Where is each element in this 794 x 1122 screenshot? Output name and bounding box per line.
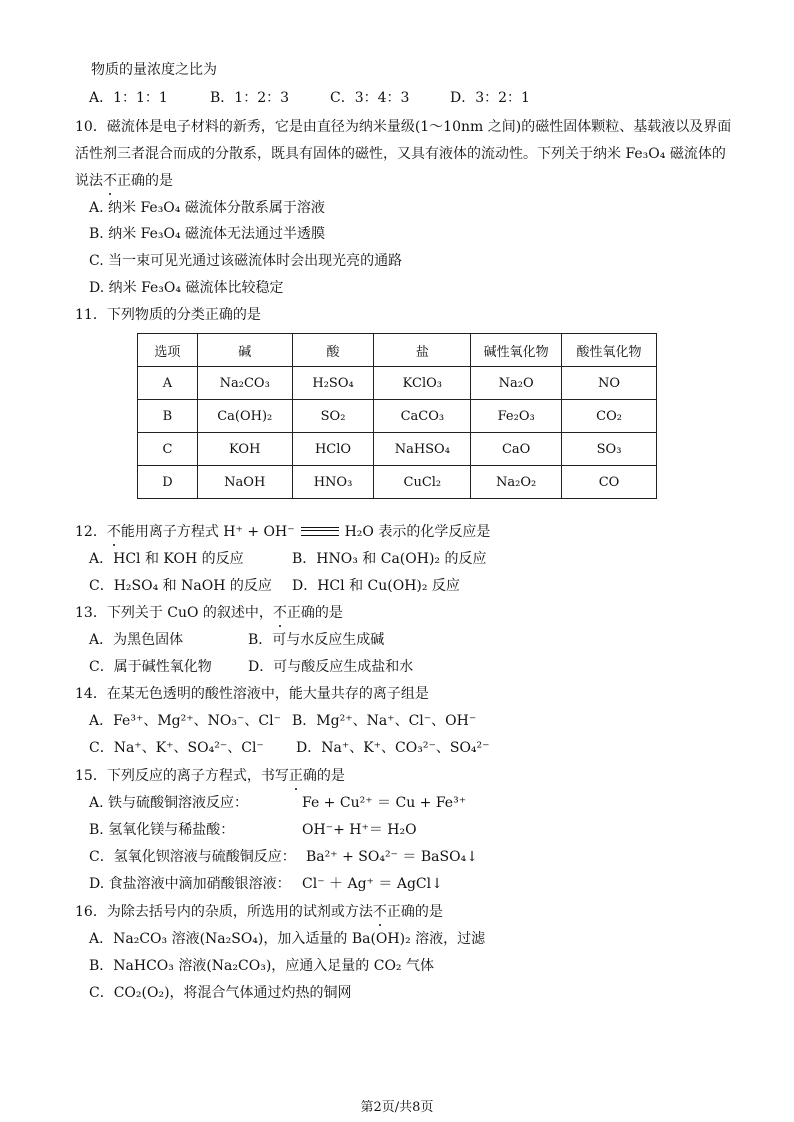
- q15-option-d-label: D. 食盐溶液中滴加硝酸银溶液：: [89, 876, 291, 892]
- q16-option-a: A．Na₂CO₃ 溶液(Na₂SO₄)，加入适量的 Ba(OH)₂ 溶液，过滤: [89, 931, 486, 947]
- q10-option-a: A. 纳米 Fe₃O₄ 磁流体分散系属于溶液: [89, 200, 325, 216]
- q12-option-a: A．HCl 和 KOH 的反应: [89, 551, 244, 567]
- table-cell: CuCl₂: [374, 466, 471, 499]
- q13-option-d: D．可与酸反应生成盐和水: [248, 659, 414, 675]
- q10-option-b: B. 纳米 Fe₃O₄ 磁流体无法通过半透膜: [89, 226, 326, 242]
- q10-emphasis-not: 不: [103, 173, 117, 189]
- table-cell: NaHSO₄: [374, 433, 471, 466]
- table-header-row: [138, 334, 657, 367]
- table-cell: CO: [562, 466, 657, 499]
- table-cell: A: [138, 367, 198, 400]
- table-header-cell: 碱: [197, 334, 292, 367]
- table-cell: SO₂: [292, 400, 374, 433]
- q16-option-b: B．NaHCO₃ 溶液(Na₂CO₃)，应通入足量的 CO₂ 气体: [89, 958, 434, 974]
- q9-stem-tail: 物质的量浓度之比为: [91, 62, 217, 78]
- table-header-cell: 酸: [292, 334, 374, 367]
- table-cell: D: [138, 466, 198, 499]
- q14-option-a: A．Fe³⁺、Mg²⁺、NO₃⁻、Cl⁻: [89, 713, 281, 729]
- q14-option-b: B．Mg²⁺、Na⁺、Cl⁻、OH⁻: [292, 713, 477, 729]
- table-header-cell: 盐: [374, 334, 471, 367]
- table-cell: C: [138, 433, 198, 466]
- q14-option-c: C．Na⁺、K⁺、SO₄²⁻、Cl⁻: [89, 740, 264, 756]
- table-header-cell: 酸性氧化物: [562, 334, 657, 367]
- q9-option-b: B．1：2：3: [210, 90, 290, 106]
- q15-option-b-label: B. 氢氧化镁与稀盐酸：: [89, 822, 235, 838]
- table-cell: KOH: [197, 433, 292, 466]
- q13-stem-post: 正确的是: [286, 605, 343, 621]
- table-cell: CaCO₃: [374, 400, 471, 433]
- q15-option-d-equation: Cl⁻ ＋ Ag⁺ ＝ AgCl↓: [302, 876, 443, 892]
- table-cell: NO: [562, 367, 657, 400]
- q12-stem-pre: 12．: [75, 524, 107, 540]
- q16-emphasis-not: 不: [372, 904, 387, 920]
- q15-option-a-label: A. 铁与硫酸铜溶液反应：: [89, 795, 249, 811]
- table-cell: HClO: [292, 433, 374, 466]
- table-cell: Ca(OH)₂: [197, 400, 292, 433]
- q15-stem-pre: 15．下列反应的离子方程式，书写: [75, 768, 289, 784]
- table-header-cell: 选项: [138, 334, 198, 367]
- q16-stem: [75, 902, 443, 922]
- table-cell: NaOH: [197, 466, 292, 499]
- equals-sign-icon: [301, 527, 339, 536]
- q15-option-c-equation: Ba²⁺ + SO₄²⁻ ＝ BaSO₄↓: [306, 849, 478, 865]
- q12-option-b: B．HNO₃ 和 Ca(OH)₂ 的反应: [292, 551, 487, 567]
- q9-option-d: D．3：2：1: [450, 90, 530, 106]
- q13-stem-pre: 13．下列关于 CuO 的叙述中，: [75, 605, 273, 621]
- q15-option-a-equation: Fe + Cu²⁺ ＝ Cu + Fe³⁺: [302, 795, 467, 811]
- q15-stem-post: 确的是: [302, 768, 345, 784]
- q12-option-c: C．H₂SO₄ 和 NaOH 的反应: [89, 578, 272, 594]
- table-cell: Fe₂O₃: [471, 400, 562, 433]
- q11-stem: 11．下列物质的分类正确的是: [75, 307, 261, 323]
- table-header-cell: 碱性氧化物: [471, 334, 562, 367]
- table-cell: SO₃: [562, 433, 657, 466]
- q13-option-c: C．属于碱性氧化物: [89, 659, 212, 675]
- q16-stem-pre: 16．为除去括号内的杂质，所选用的试剂或方法: [75, 904, 373, 920]
- q13-option-a: A．为黑色固体: [89, 632, 184, 648]
- table-cell: B: [138, 400, 198, 433]
- q15-emphasis-correct: 正: [288, 768, 303, 784]
- q16-stem-post: 正确的是: [386, 904, 443, 920]
- page-number: 第2页/共8页: [360, 1100, 434, 1115]
- q10-stem-line2: 活性剂三者混合而成的分散系，既具有固体的磁性，又具有液体的流动性。下列关于纳米 Fe₃O₄ 磁流体的: [75, 146, 726, 162]
- table-cell: CaO: [471, 433, 562, 466]
- q9-option-a: A．1：1：1: [89, 90, 168, 106]
- q10-stem-line1: 10．磁流体是电子材料的新秀，它是由直径为纳米量级(1～10nm 之间)的磁性固体颗粒、基载液以及界面: [75, 119, 732, 135]
- table-cell: KClO₃: [374, 367, 471, 400]
- q16-option-c: C．CO₂(O₂)，将混合气体通过灼热的铜网: [89, 985, 352, 1001]
- q13-option-b: B．可与水反应生成碱: [248, 632, 385, 648]
- table-cell: CO₂: [562, 400, 657, 433]
- q12-stem: [75, 522, 490, 542]
- q14-stem: 14．在某无色透明的酸性溶液中，能大量共存的离子组是: [75, 686, 429, 702]
- table-row: [138, 367, 657, 400]
- table-cell: HNO₃: [292, 466, 374, 499]
- q12-emphasis-not: 不: [106, 524, 121, 540]
- q12-option-d: D．HCl 和 Cu(OH)₂ 反应: [292, 578, 460, 594]
- table-cell: H₂SO₄: [292, 367, 374, 400]
- classification-table: [137, 333, 657, 499]
- q13-emphasis-not: 不: [272, 605, 287, 621]
- q12-stem-post: H₂O 表示的化学反应是: [344, 524, 491, 540]
- table-row: [138, 433, 657, 466]
- table-cell: Na₂CO₃: [197, 367, 292, 400]
- q10-option-c: C. 当一束可见光通过该磁流体时会出现光亮的通路: [89, 253, 403, 269]
- q13-stem: [75, 603, 343, 623]
- q15-option-b-equation: OH⁻+ H⁺＝ H₂O: [302, 822, 417, 838]
- table-cell: Na₂O₂: [471, 466, 562, 499]
- q10-stem-pre: 说法: [75, 173, 103, 189]
- q10-stem-line3: [75, 171, 173, 191]
- table-row: [138, 466, 657, 499]
- q9-option-c: C．3：4：3: [330, 90, 410, 106]
- q15-stem: [75, 766, 345, 786]
- q10-option-d: D. 纳米 Fe₃O₄ 磁流体比较稳定: [89, 280, 284, 296]
- q15-option-c-label: C．氢氧化钡溶液与硫酸铜反应：: [89, 849, 296, 865]
- table-cell: Na₂O: [471, 367, 562, 400]
- q14-option-d: D．Na⁺、K⁺、CO₃²⁻、SO₄²⁻: [296, 740, 490, 756]
- q10-stem-post: 正确的是: [117, 173, 173, 189]
- table-row: [138, 400, 657, 433]
- q12-stem-mid: 能用离子方程式 H⁺ + OH⁻: [120, 524, 295, 540]
